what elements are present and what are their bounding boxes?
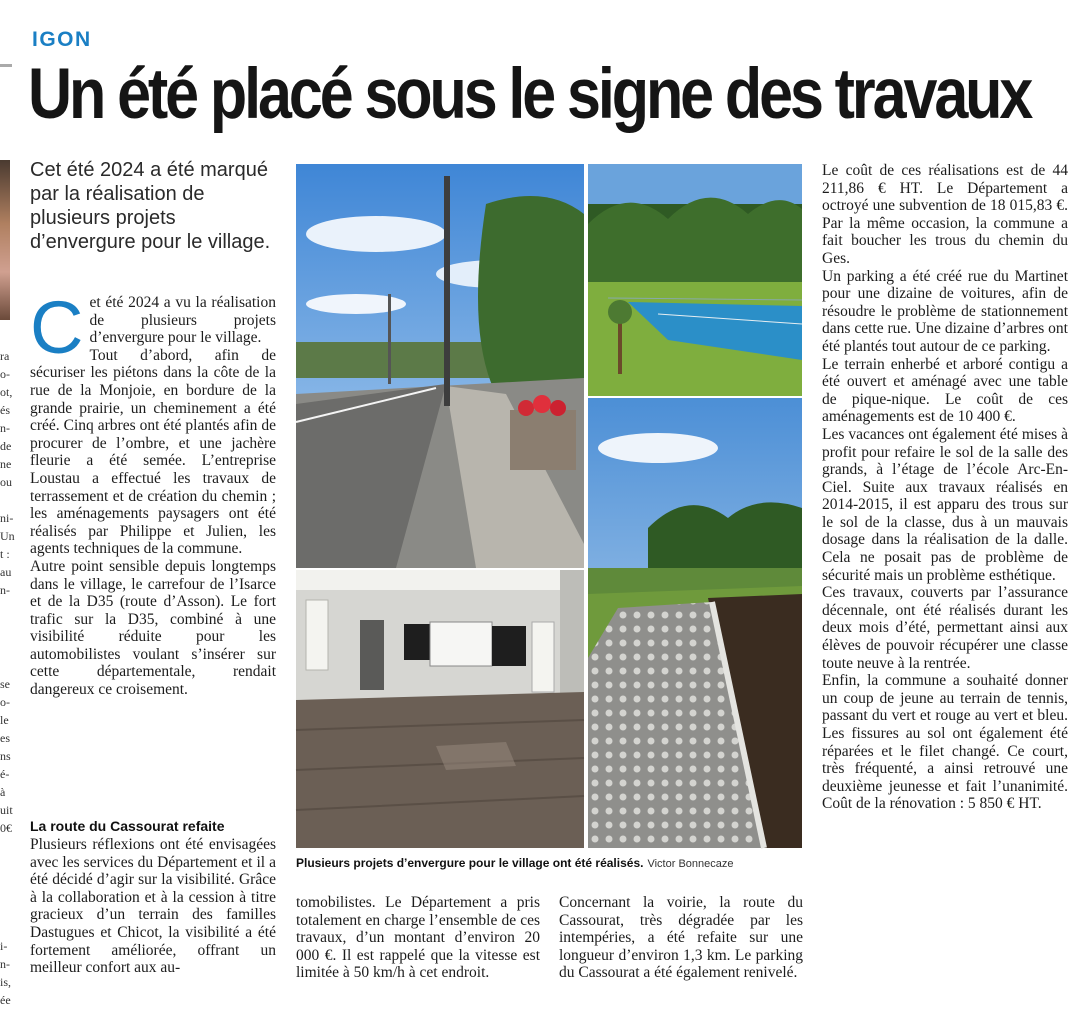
strip-line: 0€ (0, 821, 12, 835)
column-3: Concernant la voirie, la route du Cassourat, très dégradée par les intempéries, a été refaite sur une longueur d’environ 1,3 km. Le parking du Cassourat a été également renivelé. (559, 894, 803, 982)
paragraph: Ces travaux, couverts par l’assurance décennale, ont été réalisés durant les deux mois d’été, permettant ainsi aux élèves de pouvoir récupérer une classe toute neuve à la rentrée. (822, 584, 1068, 672)
paragraph: Un parking a été créé rue du Martinet pour une dizaine de voitures, afin de résoudre le problème de stationnement dans cette rue. Une dizaine d’arbres ont été plantés tout autour de ce parking. (822, 267, 1068, 355)
strip-line: és (0, 403, 10, 417)
strip-line: es (0, 731, 10, 745)
paragraph: Tout d’abord, afin de sécuriser les piétons dans la côte de la rue de la Monjoie, en bordure de la grande prairie, un cheminement a été créé. Cinq arbres ont été plantés afin de procurer de l’ombre, et une jachère fleurie a été semée. L’entreprise Loustau a effectué les travaux de terrassement et de création du chemin ; les aménagements paysagers ont été réalisés par Philippe et Julien, les agents techniques de la commune. (30, 346, 276, 558)
strip-line: ne (0, 457, 12, 471)
headline: Un été placé sous le signe des travaux (28, 55, 1031, 134)
photo-tennis-court (588, 164, 802, 396)
strip-line: ni- (0, 511, 14, 525)
strip-line: n- (0, 583, 10, 597)
strip-line: au (0, 565, 12, 579)
column-4 (822, 162, 1068, 813)
strip-line: ot, (0, 385, 13, 399)
strip-line: uit (0, 803, 13, 817)
photo-road (296, 164, 584, 568)
drop-cap: C (30, 286, 84, 369)
paragraph: Autre point sensible depuis longtemps dans le village, le carrefour de l’Isarce et de la D35 (route d’Asson). Le fort trafic sur la D35, combiné à une visibilité réduite pour les automobilistes voulant s’insérer sur cette départementale, rendait dangereux ce croisement. (30, 557, 276, 699)
paragraph: Les vacances ont également été mises à profit pour refaire le sol de la salle des grands, à l’étage de l’école Arc-En-Ciel. Suite aux travaux réalisés en 2014-2015, il est apparu des trous sur le sol de la classe, dus à un mauvais dosage dans la réalisation de la dalle. Cela ne posait pas de problème de sécurité mais un problème esthétique. (822, 425, 1068, 584)
strip-line: à (0, 785, 6, 799)
photo-credit: Victor Bonnecaze (647, 858, 734, 870)
strip-line: ns (0, 749, 11, 763)
strip-line: t : (0, 547, 10, 561)
photo-pathway (588, 398, 802, 848)
photo-caption (296, 856, 796, 870)
strip-line: le (0, 713, 9, 727)
photo-classroom (296, 570, 584, 848)
column-2: tomobilistes. Le Département a pris totalement en charge l’ensemble de ces travaux, d’un montant d’environ 20 000 €. Il est rappelé que la vitesse est limitée à 50 km/h à cet endroit. (296, 894, 540, 982)
strip-line: n- (0, 421, 10, 435)
photo-gutter (585, 164, 588, 848)
paragraph: Enfin, la commune a souhaité donner un coup de jeune au terrain de tennis, passant du vert et rouge au vert et bleu. Les fissures au sol ont également été réparées et le filet changé. Ce court, très fréquenté, a ainsi retrouvé une deuxième jeunesse et fait l’unanimité. Coût de la rénovation : 5 850 € HT. (822, 672, 1068, 813)
strip-line: o- (0, 695, 10, 709)
strip-line: é- (0, 767, 10, 781)
strip-line: ra (0, 349, 10, 363)
strip-line: is, (0, 975, 12, 989)
strip-line: o- (0, 367, 10, 381)
caption-text: Plusieurs projets d’envergure pour le village ont été réalisés. (296, 856, 644, 870)
strip-line: Un (0, 529, 15, 543)
column-1-continued: Plusieurs réflexions ont été envisagées avec les services du Département et il a été décidé d’agir sur la visibilité. Grâce à la collaboration et à la cession à titre gracieux d’un terrain des familles Dastugues et Chicot, la visibilité a été fortement améliorée, offrant un meilleur confort aux au- (30, 836, 276, 977)
lead-paragraph: Cet été 2024 a été marqué par la réalisation de plusieurs projets d’envergure pour le village. (30, 159, 271, 253)
strip-line: se (0, 677, 10, 691)
rubric-label: IGON (32, 28, 92, 51)
paragraph: Le terrain enherbé et arboré contigu a été ouvert et aménagé avec une table de pique-nique. Le coût de ces aménagements est de 10 400 €. (822, 355, 1068, 426)
column-1 (30, 286, 276, 699)
neighbour-column (0, 160, 15, 1018)
subheading: La route du Cassourat refaite (30, 818, 225, 834)
strip-line: de (0, 439, 12, 453)
strip-line: ou (0, 475, 12, 489)
strip-line: i- (0, 939, 8, 953)
strip-line: ée (0, 993, 11, 1007)
rule-mark (0, 64, 12, 67)
intro-text: et été 2024 a vu la réalisation de plusieurs projets d’envergure pour le village. (89, 294, 276, 347)
strip-line: n- (0, 957, 10, 971)
paragraph: Le coût de ces réalisations est de 44 211,86 € HT. Le Département a octroyé une subvention de 18 015,83 €. Par la même occasion, la commune a fait boucher les trous du chemin du Ges. (822, 162, 1068, 267)
